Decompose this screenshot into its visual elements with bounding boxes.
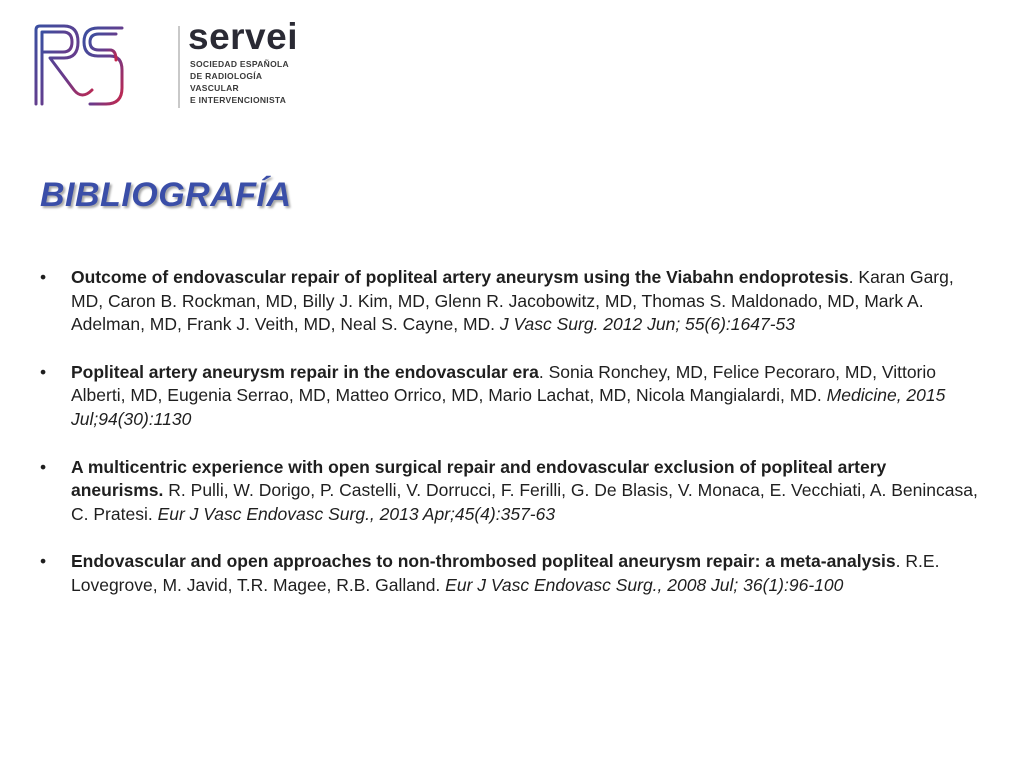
bullet: • — [40, 456, 47, 477]
rs-monogram-icon — [30, 20, 128, 110]
logo-divider — [178, 26, 180, 108]
brand-subtitle — [190, 58, 289, 106]
reference-citation: Eur J Vasc Endovasc Surg., 2013 Apr;45(4):357-63 — [157, 503, 556, 524]
reference-item — [40, 266, 980, 337]
reference-item — [40, 456, 980, 527]
reference-item — [40, 361, 980, 432]
reference-separator: . — [538, 361, 549, 382]
brand-subtitle-line: SOCIEDAD ESPAÑOLA — [190, 59, 289, 69]
reference-authors: R.E. Lovegrove, M. Javid, T.R. Magee, R.B. Galland. — [71, 551, 940, 595]
reference-authors: Karan Garg, MD, Caron B. Rockman, MD, Billy J. Kim, MD, Glenn R. Jacobowitz, MD, Thomas S. Maldonado, MD, Mark A. Adelman, MD, Frank J. Veith, MD, Neal S. Cayne, MD. — [71, 267, 954, 335]
reference-title: A multicentric experience with open surgical repair and endovascular exclusion of popliteal artery aneurisms. — [71, 456, 887, 501]
bullet: • — [40, 267, 47, 287]
reference-list — [40, 266, 980, 622]
reference-citation: J Vasc Surg. 2012 Jun; 55(6):1647-53 — [499, 314, 795, 335]
reference-title: Outcome of endovascular repair of popliteal artery aneurysm using the Viabahn endoprotesis — [71, 267, 849, 287]
brand-subtitle-line: DE RADIOLOGÍA — [190, 71, 263, 81]
reference-title: Endovascular and open approaches to non-thrombosed popliteal aneurysm repair: a meta-analysis — [71, 551, 896, 572]
bullet: • — [40, 361, 47, 382]
reference-citation: Medicine, 2015 Jul;94(30):1130 — [71, 385, 946, 429]
reference-item — [40, 550, 980, 597]
brand-subtitle-line: VASCULAR — [190, 83, 239, 93]
page-title: BIBLIOGRAFÍA — [40, 176, 292, 214]
reference-authors: Sonia Ronchey, MD, Felice Pecoraro, MD, Vittorio Alberti, MD, Eugenia Serrao, MD, Matteo Orrico, MD, Mario Lachat, MD, Nicola Mangialardi, MD. — [71, 361, 936, 406]
reference-title: Popliteal artery aneurysm repair in the endovascular era — [71, 361, 539, 382]
reference-citation: Eur J Vasc Endovasc Surg., 2008 Jul; 36(1):96-100 — [445, 574, 844, 595]
brand-subtitle-line: E INTERVENCIONISTA — [190, 95, 287, 105]
reference-authors: R. Pulli, W. Dorigo, P. Castelli, V. Dorrucci, F. Ferilli, G. De Blasis, V. Monaca, E. Vecchiati, A. Benincasa, C. Pratesi. — [71, 480, 978, 524]
servei-logo — [30, 16, 298, 112]
brand-name: servei — [188, 16, 298, 57]
bullet: • — [40, 551, 47, 572]
reference-separator: . — [848, 267, 859, 287]
reference-separator: . — [895, 551, 906, 572]
